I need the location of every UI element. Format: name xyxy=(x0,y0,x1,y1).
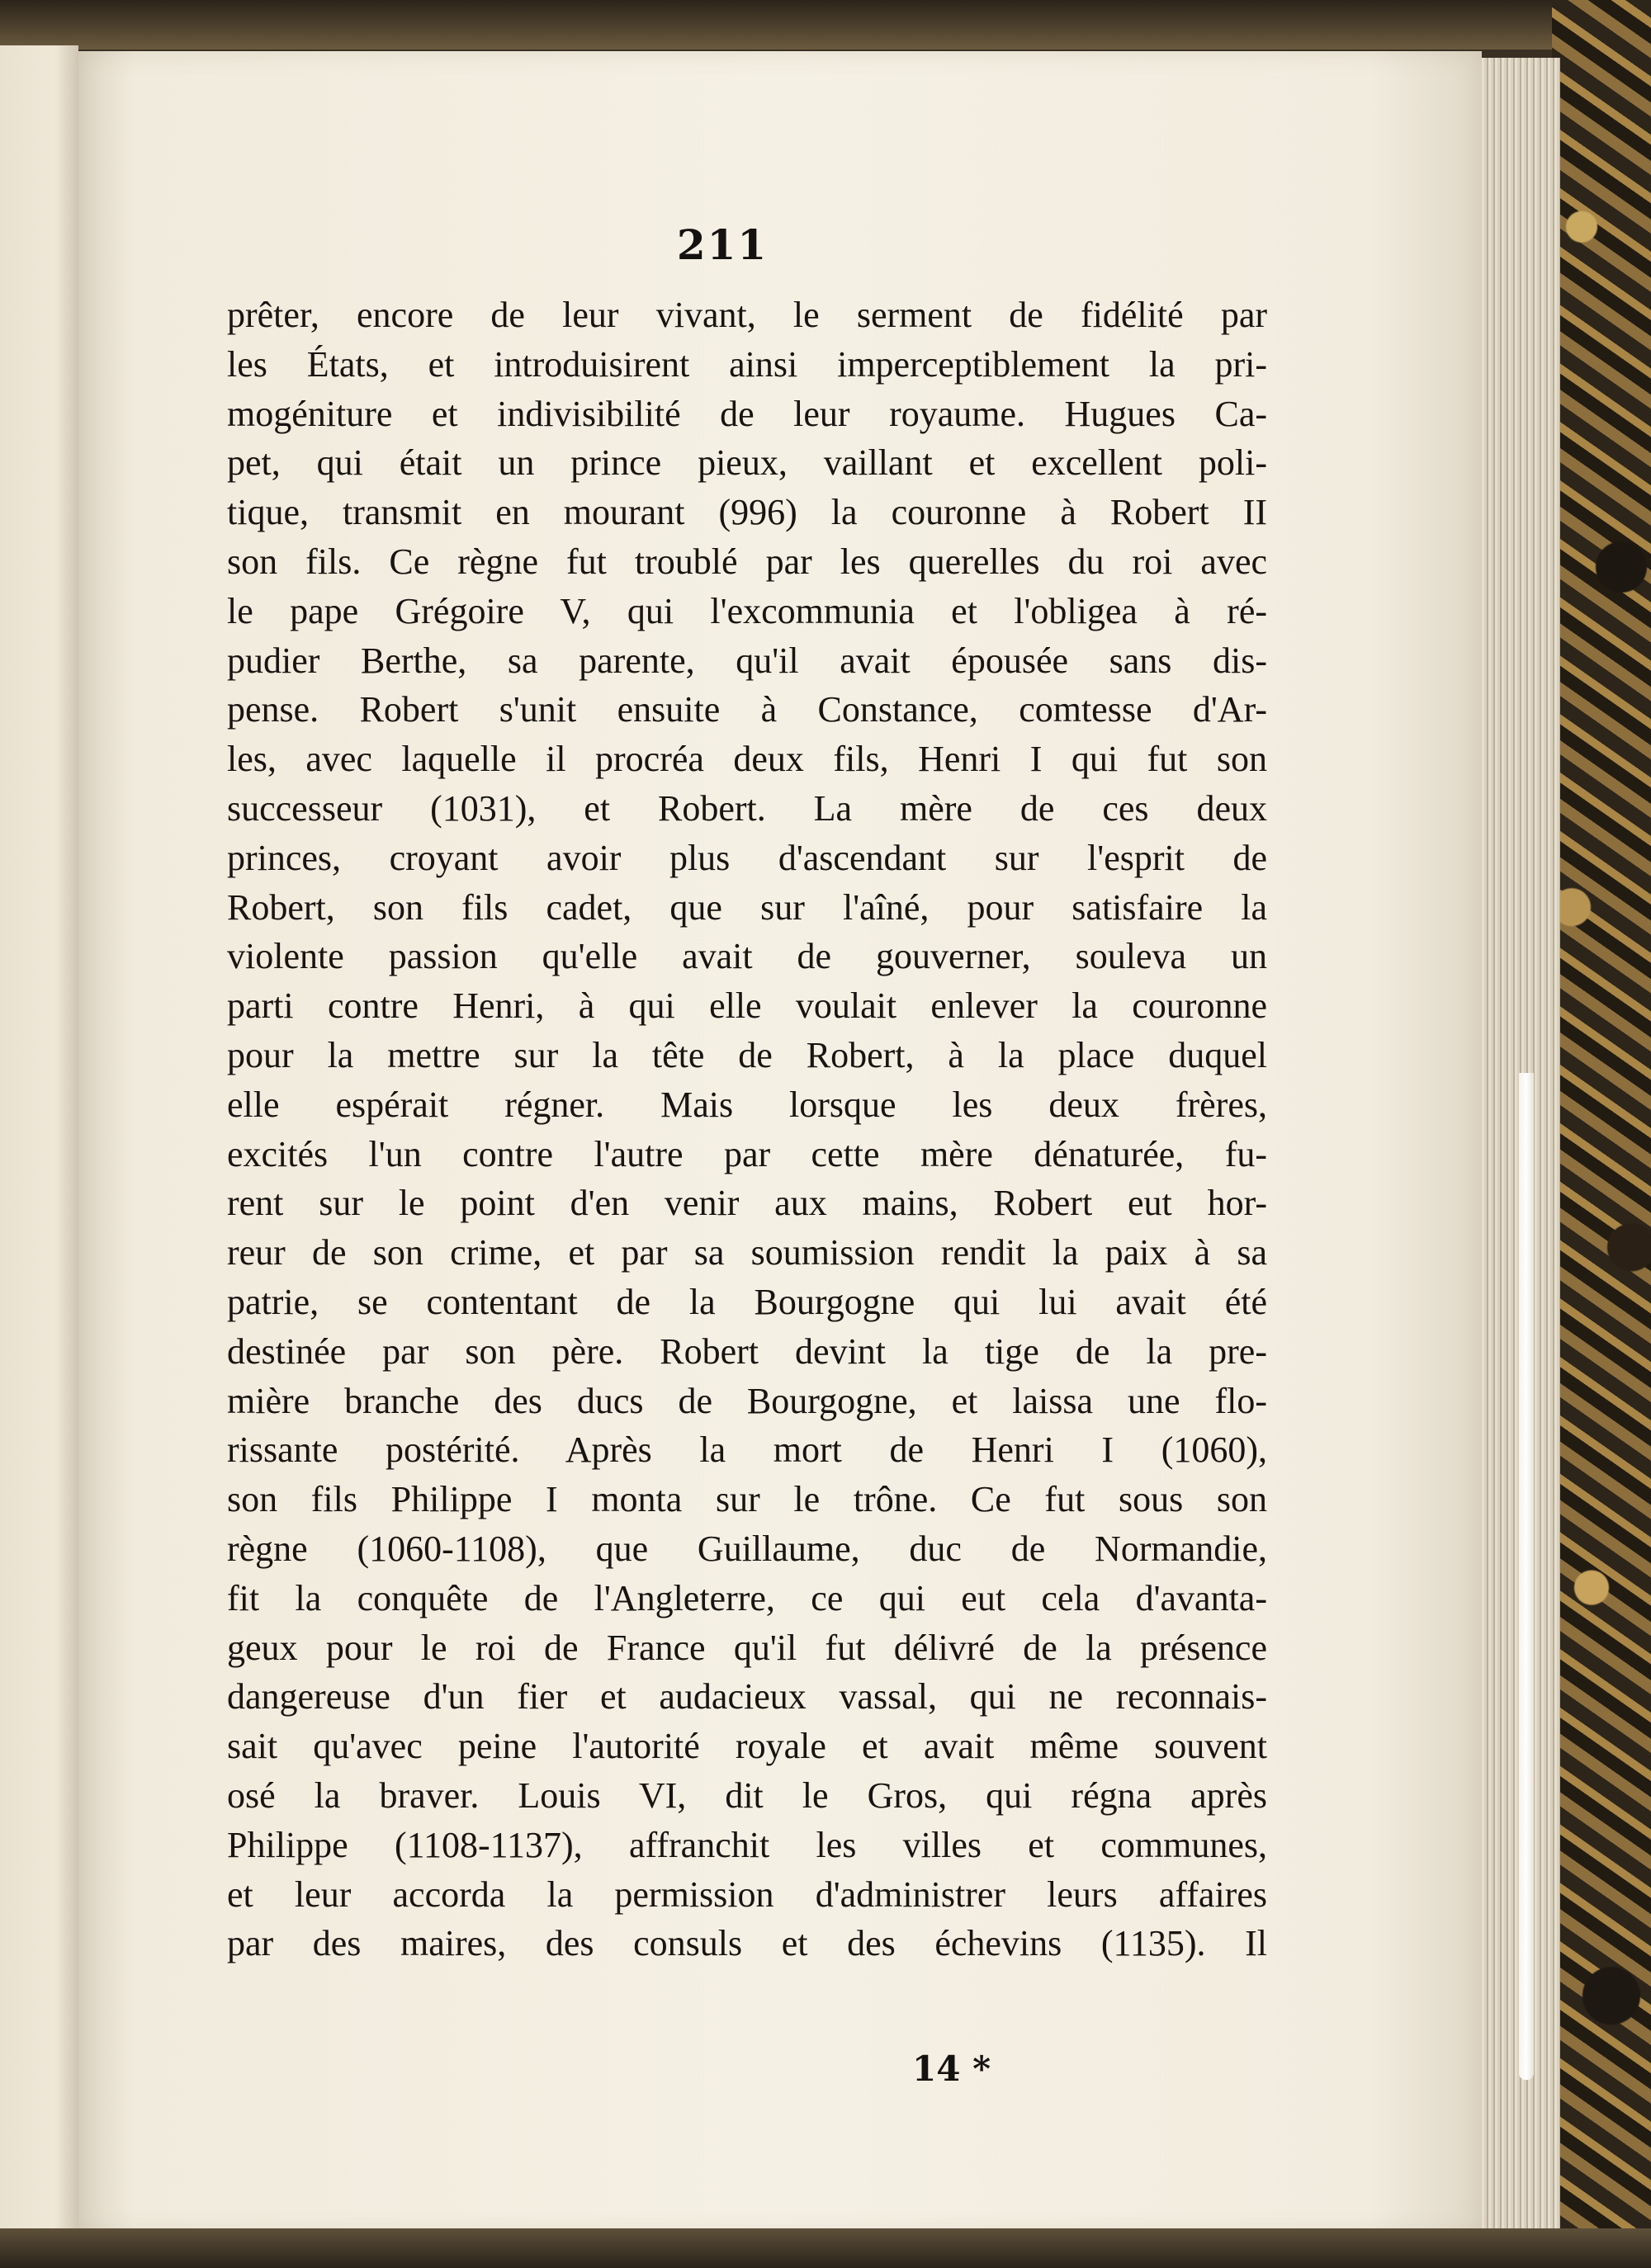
text-line: geux pour le roi de France qu'il fut délivré de la présence xyxy=(227,1627,1267,1668)
text-line: dangereuse d'un fier et audacieux vassal, qui ne reconnais- xyxy=(227,1676,1267,1718)
text-line: rent sur le point d'en venir aux mains, Robert eut hor- xyxy=(227,1183,1267,1224)
text-line: les États, et introduisirent ainsi imperceptiblement la pri- xyxy=(227,343,1267,385)
text-line: tique, transmit en mourant (996) la couronne à Robert II xyxy=(227,492,1267,533)
book-page xyxy=(78,51,1482,2234)
book-cover-top xyxy=(0,0,1651,50)
text-line: successeur (1031), et Robert. La mère de ces deux xyxy=(227,787,1267,829)
text-line: pet, qui était un prince pieux, vaillant et excellent poli- xyxy=(227,442,1267,484)
text-line: elle espérait régner. Mais lorsque les deux frères, xyxy=(227,1084,1267,1125)
text-line: mogéniture et indivisibilité de leur royaume. Hugues Ca- xyxy=(227,393,1267,434)
text-line: violente passion qu'elle avait de gouverner, souleva un xyxy=(227,936,1267,977)
text-line: Philippe (1108-1137), affranchit les villes et communes, xyxy=(227,1824,1267,1865)
text-line: rissante postérité. Après la mort de Henri I (1060), xyxy=(227,1429,1267,1471)
text-line: reur de son crime, et par sa soumission rendit la paix à sa xyxy=(227,1232,1267,1273)
text-line: par des maires, des consuls et des échevins (1135). Il xyxy=(227,1923,1267,1964)
text-line: et leur accorda la permission d'administrer leurs affaires xyxy=(227,1873,1267,1915)
text-line: excités l'un contre l'autre par cette mère dénaturée, fu- xyxy=(227,1133,1267,1174)
text-line: parti contre Henri, à qui elle voulait enlever la couronne xyxy=(227,985,1267,1027)
signature-mark: 14 * xyxy=(912,2048,991,2089)
page-number: 211 xyxy=(676,220,769,269)
text-line: prêter, encore de leur vivant, le serment de fidélité par xyxy=(227,295,1267,335)
text-line: son fils. Ce règne fut troublé par les querelles du roi avec xyxy=(227,541,1267,582)
text-line: mière branche des ducs de Bourgogne, et laissa une flo- xyxy=(227,1380,1267,1421)
text-line: osé la braver. Louis VI, dit le Gros, qui régna après xyxy=(227,1774,1267,1816)
text-line: pour la mettre sur la tête de Robert, à la place duquel xyxy=(227,1034,1267,1075)
text-line: destinée par son père. Robert devint la tige de la pre- xyxy=(227,1330,1267,1372)
text-line: sait qu'avec peine l'autorité royale et avait même souvent xyxy=(227,1726,1267,1767)
text-line: Robert, son fils cadet, que sur l'aîné, pour satisfaire la xyxy=(227,886,1267,928)
text-line: son fils Philippe I monta sur le trône. Ce fut sous son xyxy=(227,1479,1267,1520)
text-line: fit la conquête de l'Angleterre, ce qui eut cela d'avanta- xyxy=(227,1577,1267,1618)
facing-page-edge xyxy=(0,45,78,2237)
text-line: patrie, se contentant de la Bourgogne qui lui avait été xyxy=(227,1281,1267,1322)
text-line: pense. Robert s'unit ensuite à Constance, comtesse d'Ar- xyxy=(227,689,1267,730)
marbled-endpaper xyxy=(1552,0,1651,2268)
book-cover-bottom xyxy=(0,2228,1651,2268)
bookmark-ribbon xyxy=(1519,1073,1534,2080)
text-line: les, avec laquelle il procréa deux fils, Henri I qui fut son xyxy=(227,739,1267,780)
text-line: princes, croyant avoir plus d'ascendant sur l'esprit de xyxy=(227,837,1267,878)
text-line: pudier Berthe, sa parente, qu'il avait épousée sans dis- xyxy=(227,640,1267,681)
text-line: le pape Grégoire V, qui l'excommunia et l'obligea à ré- xyxy=(227,590,1267,631)
body-text xyxy=(227,291,1267,1968)
text-line: règne (1060-1108), que Guillaume, duc de Normandie, xyxy=(227,1528,1267,1569)
